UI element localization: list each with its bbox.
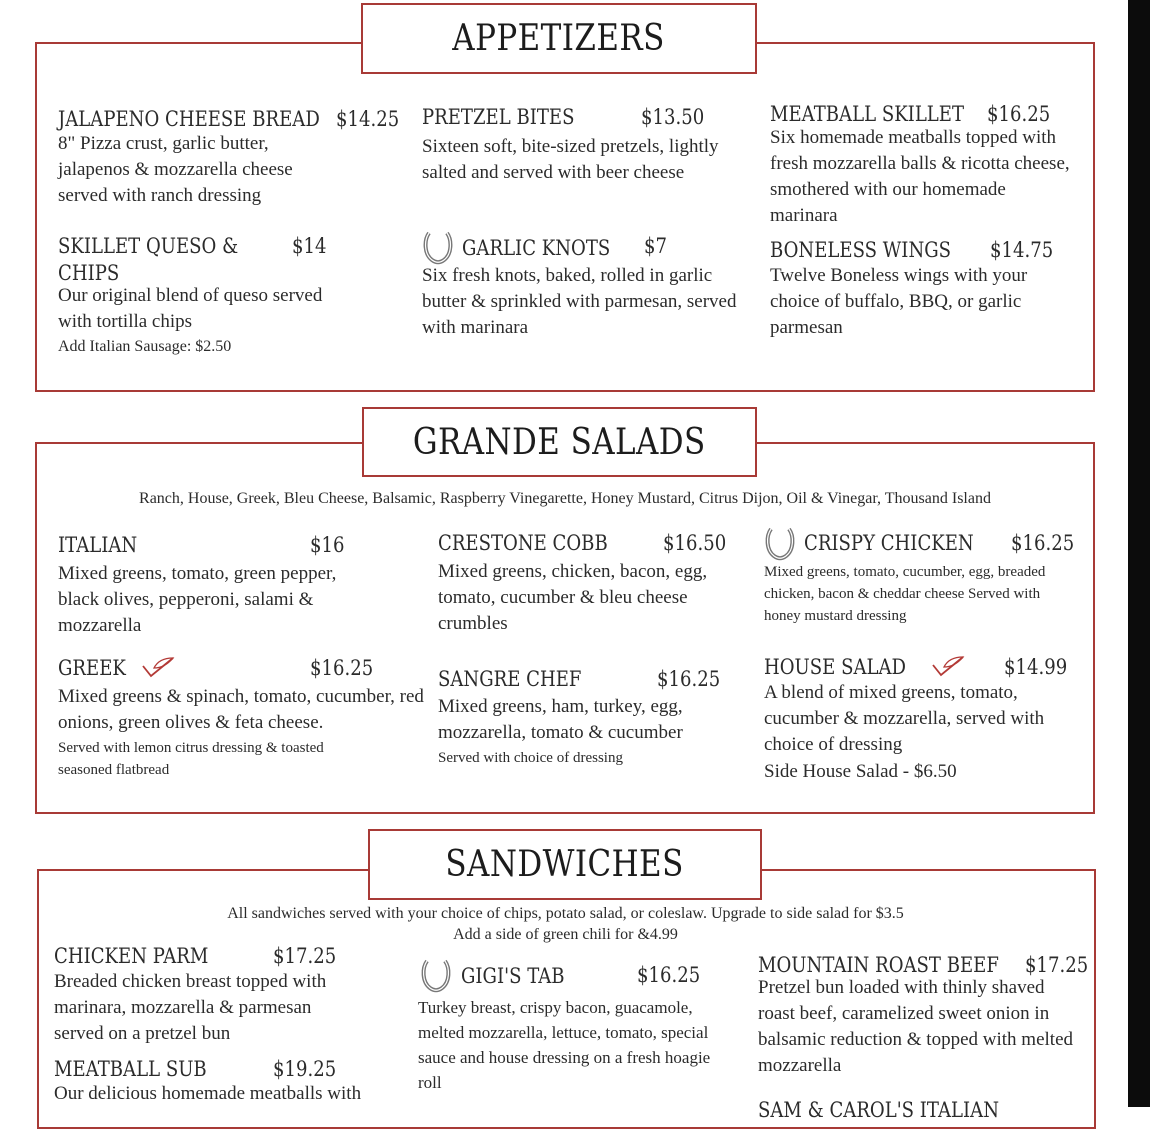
menu-item-meatball-sub <box>54 1057 394 1107</box>
item-description: Six fresh knots, baked, rolled in garlic butter & sprinkled with parmesan, served with marinara <box>422 265 737 338</box>
item-price: $16.50 <box>663 531 727 555</box>
salads-title-box <box>362 407 757 477</box>
item-price: $16.25 <box>987 102 1051 126</box>
item-price: $16.25 <box>310 656 374 680</box>
item-description: Breaded chicken breast topped with marinara, mozzarella & parmesan served on a pretzel bun <box>54 971 327 1044</box>
menu-item-gigis-tab <box>418 958 738 1098</box>
item-description: Our original blend of queso served with tortilla chips <box>58 285 323 332</box>
item-price: $14.99 <box>1004 655 1068 679</box>
sandwiches-title: SANDWICHES <box>445 844 685 885</box>
menu-item-crestone-cobb <box>438 531 748 641</box>
item-note: Side House Salad - $6.50 <box>764 761 957 782</box>
item-name: SANGRE CHEF <box>438 667 582 691</box>
menu-item-garlic-knots <box>422 230 752 345</box>
menu-item-house-salad <box>764 655 1090 785</box>
menu-item-boneless-wings <box>770 238 1090 343</box>
item-description: Our delicious homemade meatballs with <box>54 1083 362 1104</box>
menu-item-italian <box>58 533 388 643</box>
menu-item-pretzel-bites <box>422 105 752 215</box>
menu-item-jalapeno-cheese-bread <box>58 107 403 217</box>
dressing-list: Ranch, House, Greek, Bleu Cheese, Balsamic, Raspberry Vinegarette, Honey Mustard, Citrus Dijon, Oil & Vinegar, Thousand Island <box>139 490 991 507</box>
item-description: Six homemade meatballs topped with fresh mozzarella balls & ricotta cheese, smothered with our homemade marinara <box>770 127 1070 226</box>
item-note: Served with choice of dressing <box>438 750 623 766</box>
item-name: CRESTONE COBB <box>438 531 608 555</box>
item-note: Add Italian Sausage: $2.50 <box>58 338 232 355</box>
item-description: Mixed greens, tomato, cucumber, egg, breaded chicken, bacon & cheddar cheese Served with honey mustard dressing <box>764 564 1046 624</box>
item-note: Served with lemon citrus dressing & toasted seasoned flatbread <box>58 740 324 778</box>
item-price: $16 <box>310 533 345 557</box>
appetizers-title-box <box>361 3 757 74</box>
item-name: CRISPY CHICKEN <box>804 531 974 555</box>
menu-item-skillet-queso-chips <box>58 234 388 364</box>
item-price: $19.25 <box>273 1057 337 1081</box>
check-leaf-icon <box>140 656 176 678</box>
item-price: $16.25 <box>1011 531 1075 555</box>
item-description: Sixteen soft, bite-sized pretzels, lightly salted and served with beer cheese <box>422 136 719 183</box>
item-description: Pretzel bun loaded with thinly shaved roast beef, caramelized sweet onion in balsamic reduction & topped with melted mozzarella <box>758 977 1074 1076</box>
horseshoe-icon <box>422 230 454 264</box>
menu-item-crispy-chicken <box>764 526 1090 636</box>
item-name: ITALIAN <box>58 533 138 557</box>
horseshoe-icon <box>420 958 452 992</box>
item-description: 8" Pizza crust, garlic butter, jalapenos & mozzarella cheese served with ranch dressing <box>58 133 293 206</box>
menu-item-mountain-roast-beef <box>758 953 1088 1078</box>
item-name: CHICKEN PARM <box>54 944 209 968</box>
item-name: MEATBALL SUB <box>54 1057 207 1081</box>
item-description: A blend of mixed greens, tomato, cucumber & mozzarella, served with choice of dressing <box>764 682 1045 755</box>
menu-item-chicken-parm <box>54 944 374 1054</box>
item-name: MEATBALL SKILLET <box>770 102 965 126</box>
item-price: $17.25 <box>273 944 337 968</box>
menu-item-sangre-chef <box>438 667 748 777</box>
item-name: MOUNTAIN ROAST BEEF <box>758 953 999 977</box>
item-description: Mixed greens, chicken, bacon, egg, tomato, cucumber & bleu cheese crumbles <box>438 561 708 634</box>
item-name: PRETZEL BITES <box>422 105 575 129</box>
item-price: $16.25 <box>657 667 721 691</box>
menu-item-sam-carols-italian <box>758 1098 1088 1122</box>
item-price: $14.25 <box>336 107 400 131</box>
sides-note-line2: Add a side of green chili for &4.99 <box>453 926 678 943</box>
item-price: $7 <box>644 234 667 258</box>
sandwiches-title-box <box>368 829 762 900</box>
salads-title: GRANDE SALADS <box>413 421 706 463</box>
item-price: $16.25 <box>637 963 701 987</box>
item-description: Mixed greens & spinach, tomato, cucumber, red onions, green olives & feta cheese. <box>58 686 424 733</box>
item-name-line2: CHIPS <box>58 261 120 285</box>
item-description: Mixed greens, tomato, green pepper, black olives, pepperoni, salami & mozzarella <box>58 563 337 636</box>
item-name: GIGI'S TAB <box>461 964 565 988</box>
window-edge <box>1128 0 1150 1107</box>
item-name-line1: SKILLET QUESO & <box>58 234 239 258</box>
item-name: GREEK <box>58 656 126 680</box>
horseshoe-icon <box>764 526 796 560</box>
item-price: $13.50 <box>641 105 705 129</box>
menu-item-greek <box>58 656 428 784</box>
item-name: SAM & CAROL'S ITALIAN <box>758 1098 1000 1122</box>
appetizers-title: APPETIZERS <box>452 18 666 59</box>
item-name: BONELESS WINGS <box>770 238 952 262</box>
check-leaf-icon <box>930 655 966 677</box>
menu-item-meatball-skillet <box>770 102 1090 227</box>
item-description: Twelve Boneless wings with your choice of buffalo, BBQ, or garlic parmesan <box>770 265 1028 338</box>
item-price: $17.25 <box>1025 953 1089 977</box>
sides-note-line1: All sandwiches served with your choice of chips, potato salad, or coleslaw. Upgrade to side salad for $3.5 <box>227 905 904 922</box>
item-price: $14.75 <box>990 238 1054 262</box>
item-name: HOUSE SALAD <box>764 655 907 679</box>
item-name: GARLIC KNOTS <box>462 236 611 260</box>
item-description: Mixed greens, ham, turkey, egg, mozzarella, tomato & cucumber <box>438 696 683 743</box>
item-price: $14 <box>292 234 327 258</box>
item-description: Turkey breast, crispy bacon, guacamole, melted mozzarella, lettuce, tomato, special sauce and house dressing on a fresh hoagie roll <box>418 998 711 1092</box>
item-name: JALAPENO CHEESE BREAD <box>58 107 320 131</box>
